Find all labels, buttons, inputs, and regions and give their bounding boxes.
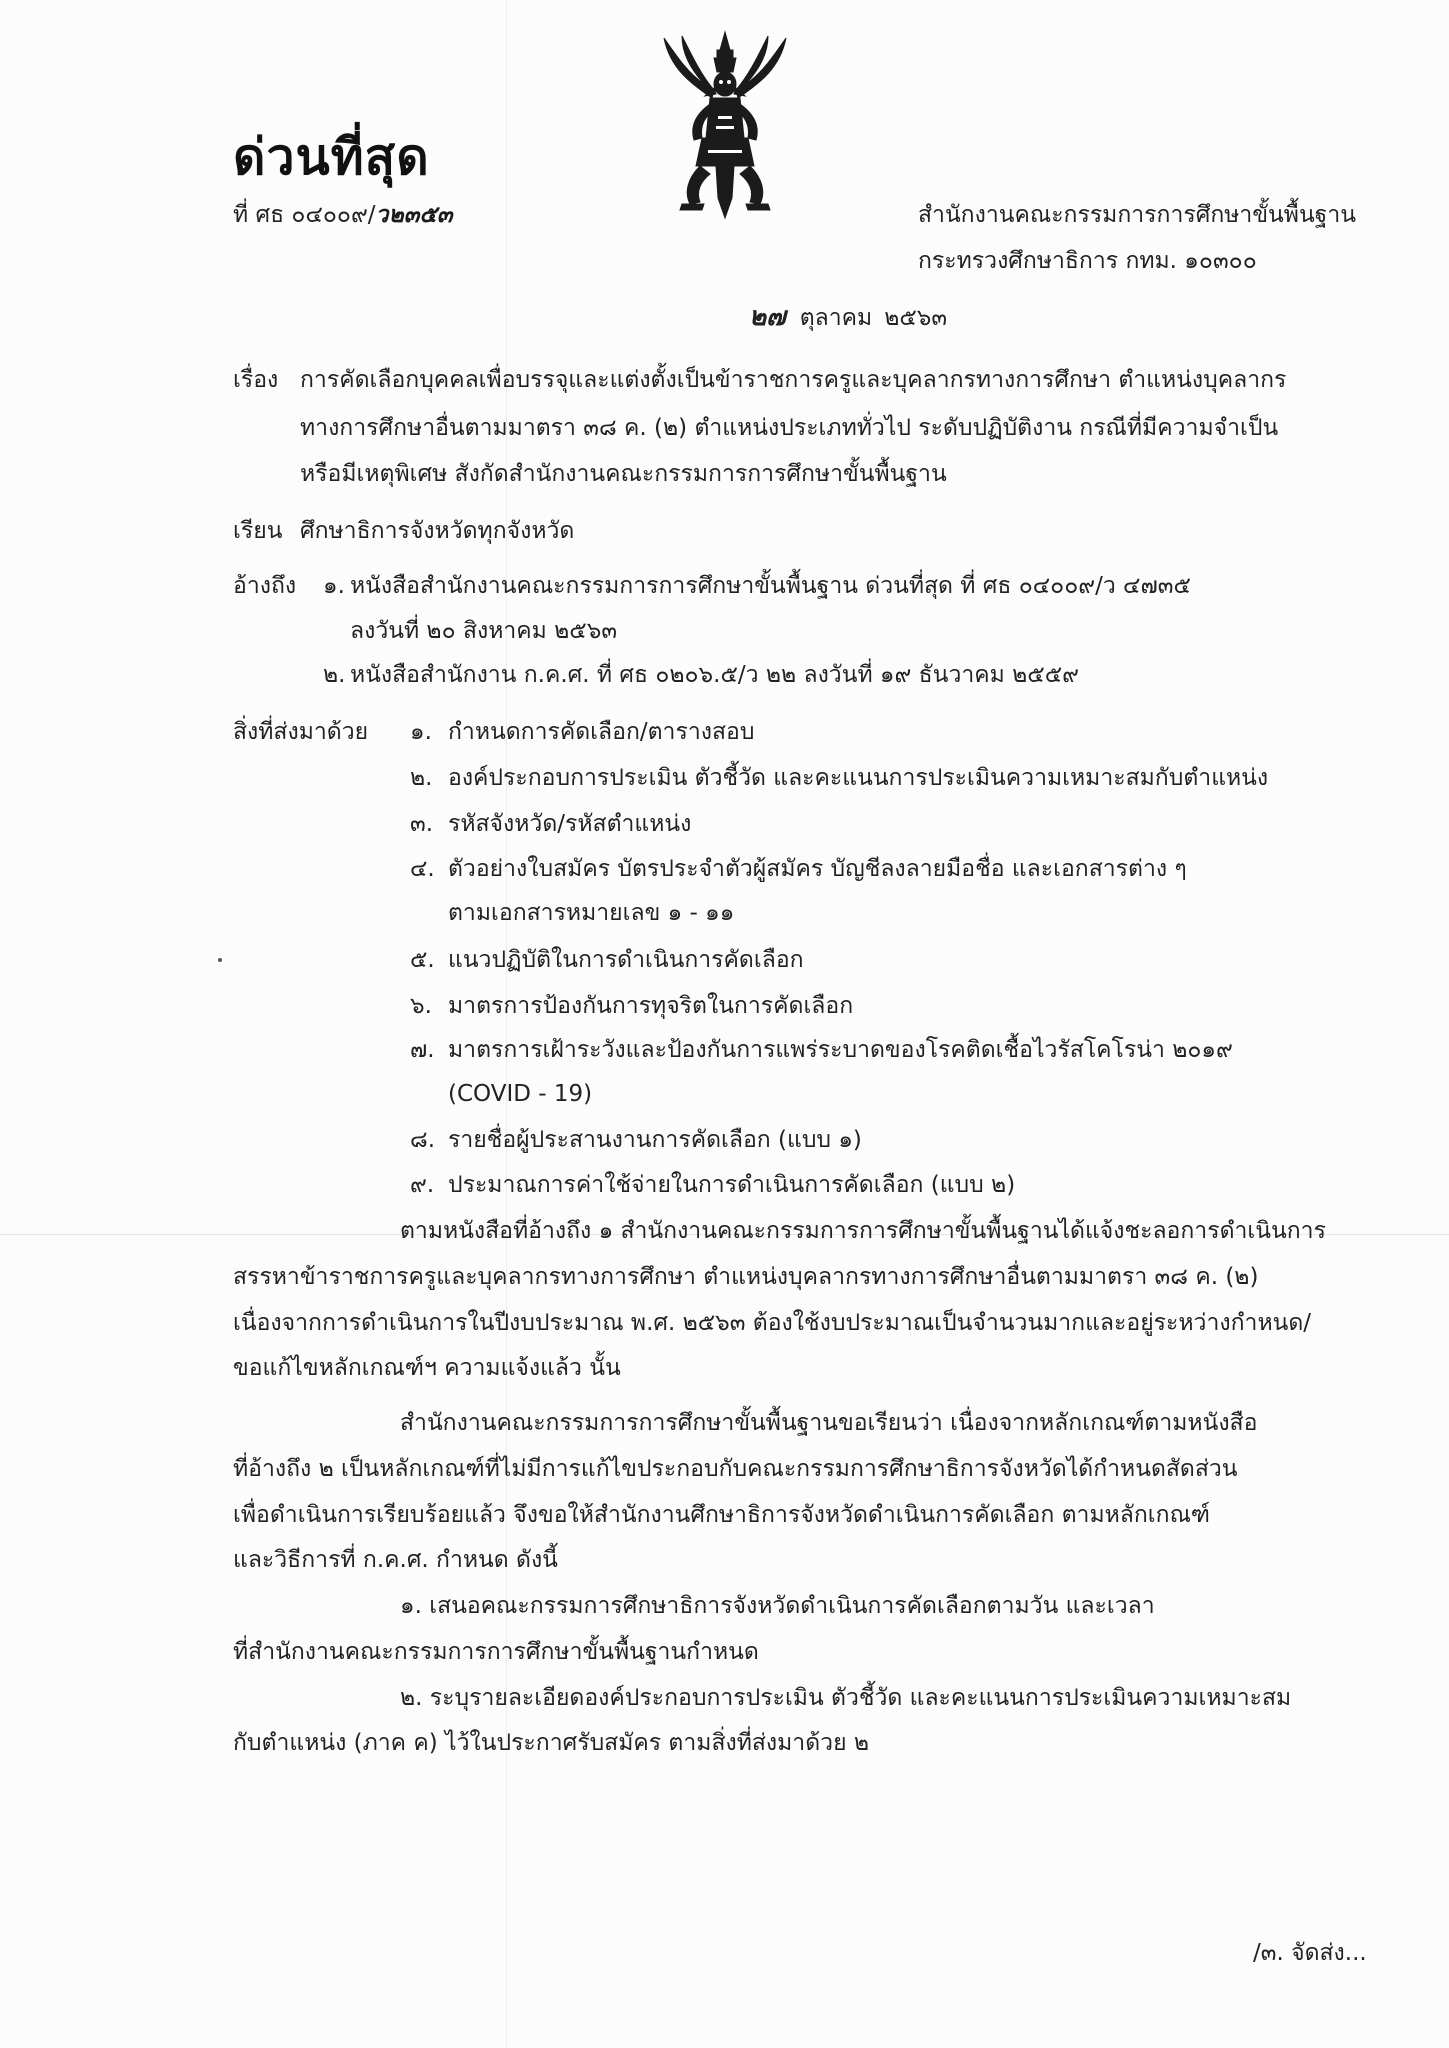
date-day: ๒๗ <box>749 302 786 332</box>
body-paragraph-line: ขอแก้ไขหลักเกณฑ์ฯ ความแจ้งแล้ว นั้น <box>233 1355 621 1381</box>
recipient: ศึกษาธิการจังหวัดทุกจังหวัด <box>300 518 575 544</box>
references-label: อ้างถึง <box>233 573 297 599</box>
garuda-emblem-icon <box>660 28 790 228</box>
reference-text: หนังสือสำนักงานคณะกรรมการการศึกษาขั้นพื้นฐาน ด่วนที่สุด ที่ ศธ ๐๔๐๐๙/ว ๔๗๓๕ <box>350 573 1191 599</box>
reference-text: ลงวันที่ ๒๐ สิงหาคม ๒๕๖๓ <box>350 618 618 644</box>
subject-line: ทางการศึกษาอื่นตามมาตรา ๓๘ ค. (๒) ตำแหน่งประเภททั่วไป ระดับปฏิบัติงาน กรณีที่มีความจำเป็น <box>300 415 1279 441</box>
enclosure-text: มาตรการเฝ้าระวังและป้องกันการแพร่ระบาดของโรคติดเชื้อไวรัสโคโรน่า ๒๐๑๙ <box>448 1037 1233 1063</box>
reference-text: หนังสือสำนักงาน ก.ค.ศ. ที่ ศธ ๐๒๐๖.๕/ว ๒๒ ลงวันที่ ๑๙ ธันวาคม ๒๕๕๙ <box>350 662 1079 688</box>
subject-label: เรื่อง <box>233 367 279 393</box>
subject-line: การคัดเลือกบุคคลเพื่อบรรจุและแต่งตั้งเป็นข้าราชการครูและบุคลากรทางการศึกษา ตำแหน่งบุคลากร <box>300 367 1287 393</box>
enclosure-number: ๓. <box>410 811 434 837</box>
date-month: ตุลาคม <box>799 305 873 331</box>
enclosure-number: ๕. <box>410 947 435 973</box>
next-page-continuation: /๓. จัดส่ง... <box>1253 1940 1367 1966</box>
enclosure-number: ๖. <box>410 993 432 1019</box>
enclosure-text: มาตรการป้องกันการทุจริตในการคัดเลือก <box>448 993 854 1019</box>
body-paragraph-line: ที่อ้างถึง ๒ เป็นหลักเกณฑ์ที่ไม่มีการแก้ไขประกอบกับคณะกรรมการศึกษาธิการจังหวัดได้กำหนดสัดส่วน <box>233 1456 1238 1482</box>
body-paragraph-line: ที่สำนักงานคณะกรรมการการศึกษาขั้นพื้นฐานกำหนด <box>233 1639 759 1665</box>
body-paragraph-line: ๑. เสนอคณะกรรมการศึกษาธิการจังหวัดดำเนินการคัดเลือกตามวัน และเวลา <box>400 1593 1155 1619</box>
reference-number: ๑. <box>323 573 345 599</box>
urgency-heading: ด่วนที่สุด <box>233 128 430 186</box>
enclosure-text: รายชื่อผู้ประสานงานการคัดเลือก (แบบ ๑) <box>448 1127 862 1153</box>
document-number-prefix: ที่ ศธ ๐๔๐๐๙/ <box>233 202 376 228</box>
enclosure-text: ตัวอย่างใบสมัคร บัตรประจำตัวผู้สมัคร บัญชีลงลายมือชื่อ และเอกสารต่าง ๆ <box>448 856 1187 882</box>
scan-speck <box>218 958 222 962</box>
document-number <box>233 200 452 230</box>
body-paragraph-line: สำนักงานคณะกรรมการการศึกษาขั้นพื้นฐานขอเรียนว่า เนื่องจากหลักเกณฑ์ตามหนังสือ <box>400 1410 1258 1436</box>
enclosure-number: ๒. <box>410 765 433 791</box>
date-year: ๒๕๖๓ <box>884 305 948 331</box>
recipient-label: เรียน <box>233 518 283 544</box>
body-paragraph-line: เนื่องจากการดำเนินการในปีงบประมาณ พ.ศ. ๒๕๖๓ ต้องใช้งบประมาณเป็นจำนวนมากและอยู่ระหว่างกำหนด/ <box>233 1310 1312 1336</box>
enclosure-text: ประมาณการค่าใช้จ่ายในการดำเนินการคัดเลือก (แบบ ๒) <box>448 1172 1016 1198</box>
enclosure-number: ๗. <box>410 1037 435 1063</box>
enclosure-text: แนวปฏิบัติในการดำเนินการคัดเลือก <box>448 947 804 973</box>
enclosure-text: (COVID - 19) <box>448 1081 593 1107</box>
document-date <box>749 302 947 333</box>
body-paragraph-line: กับตำแหน่ง (ภาค ค) ไว้ในประกาศรับสมัคร ตามสิ่งที่ส่งมาด้วย ๒ <box>233 1730 870 1756</box>
enclosure-number: ๔. <box>410 856 435 882</box>
subject-line: หรือมีเหตุพิเศษ สังกัดสำนักงานคณะกรรมการการศึกษาขั้นพื้นฐาน <box>300 461 947 487</box>
enclosure-text: ตามเอกสารหมายเลข ๑ - ๑๑ <box>448 900 735 926</box>
document-number-handwritten: ว๒๓๕๓ <box>375 201 453 228</box>
enclosures-label: สิ่งที่ส่งมาด้วย <box>233 719 369 745</box>
enclosure-text: กำหนดการคัดเลือก/ตารางสอบ <box>448 719 755 745</box>
issuing-office: สำนักงานคณะกรรมการการศึกษาขั้นพื้นฐาน <box>918 202 1356 228</box>
body-paragraph-line: ๒. ระบุรายละเอียดองค์ประกอบการประเมิน ตัวชี้วัด และคะแนนการประเมินความเหมาะสม <box>400 1685 1292 1711</box>
enclosure-number: ๘. <box>410 1127 436 1153</box>
body-paragraph-line: เพื่อดำเนินการเรียบร้อยแล้ว จึงขอให้สำนักงานศึกษาธิการจังหวัดดำเนินการคัดเลือก ตามหลักเกณฑ์ <box>233 1502 1211 1528</box>
body-paragraph-line: ตามหนังสือที่อ้างถึง ๑ สำนักงานคณะกรรมการการศึกษาขั้นพื้นฐานได้แจ้งชะลอการดำเนินการ <box>400 1218 1326 1244</box>
enclosure-text: รหัสจังหวัด/รหัสตำแหน่ง <box>448 811 692 837</box>
body-paragraph-line: และวิธีการที่ ก.ค.ศ. กำหนด ดังนี้ <box>233 1547 558 1573</box>
issuing-ministry-address: กระทรวงศึกษาธิการ กทม. ๑๐๓๐๐ <box>918 248 1257 274</box>
body-paragraph-line: สรรหาข้าราชการครูและบุคลากรทางการศึกษา ตำแหน่งบุคลากรทางการศึกษาอื่นตามมาตรา ๓๘ ค. (๒) <box>233 1264 1259 1290</box>
enclosure-number: ๙. <box>410 1172 435 1198</box>
reference-number: ๒. <box>323 662 346 688</box>
enclosure-number: ๑. <box>410 719 432 745</box>
enclosure-text: องค์ประกอบการประเมิน ตัวชี้วัด และคะแนนการประเมินความเหมาะสมกับตำแหน่ง <box>448 765 1269 791</box>
